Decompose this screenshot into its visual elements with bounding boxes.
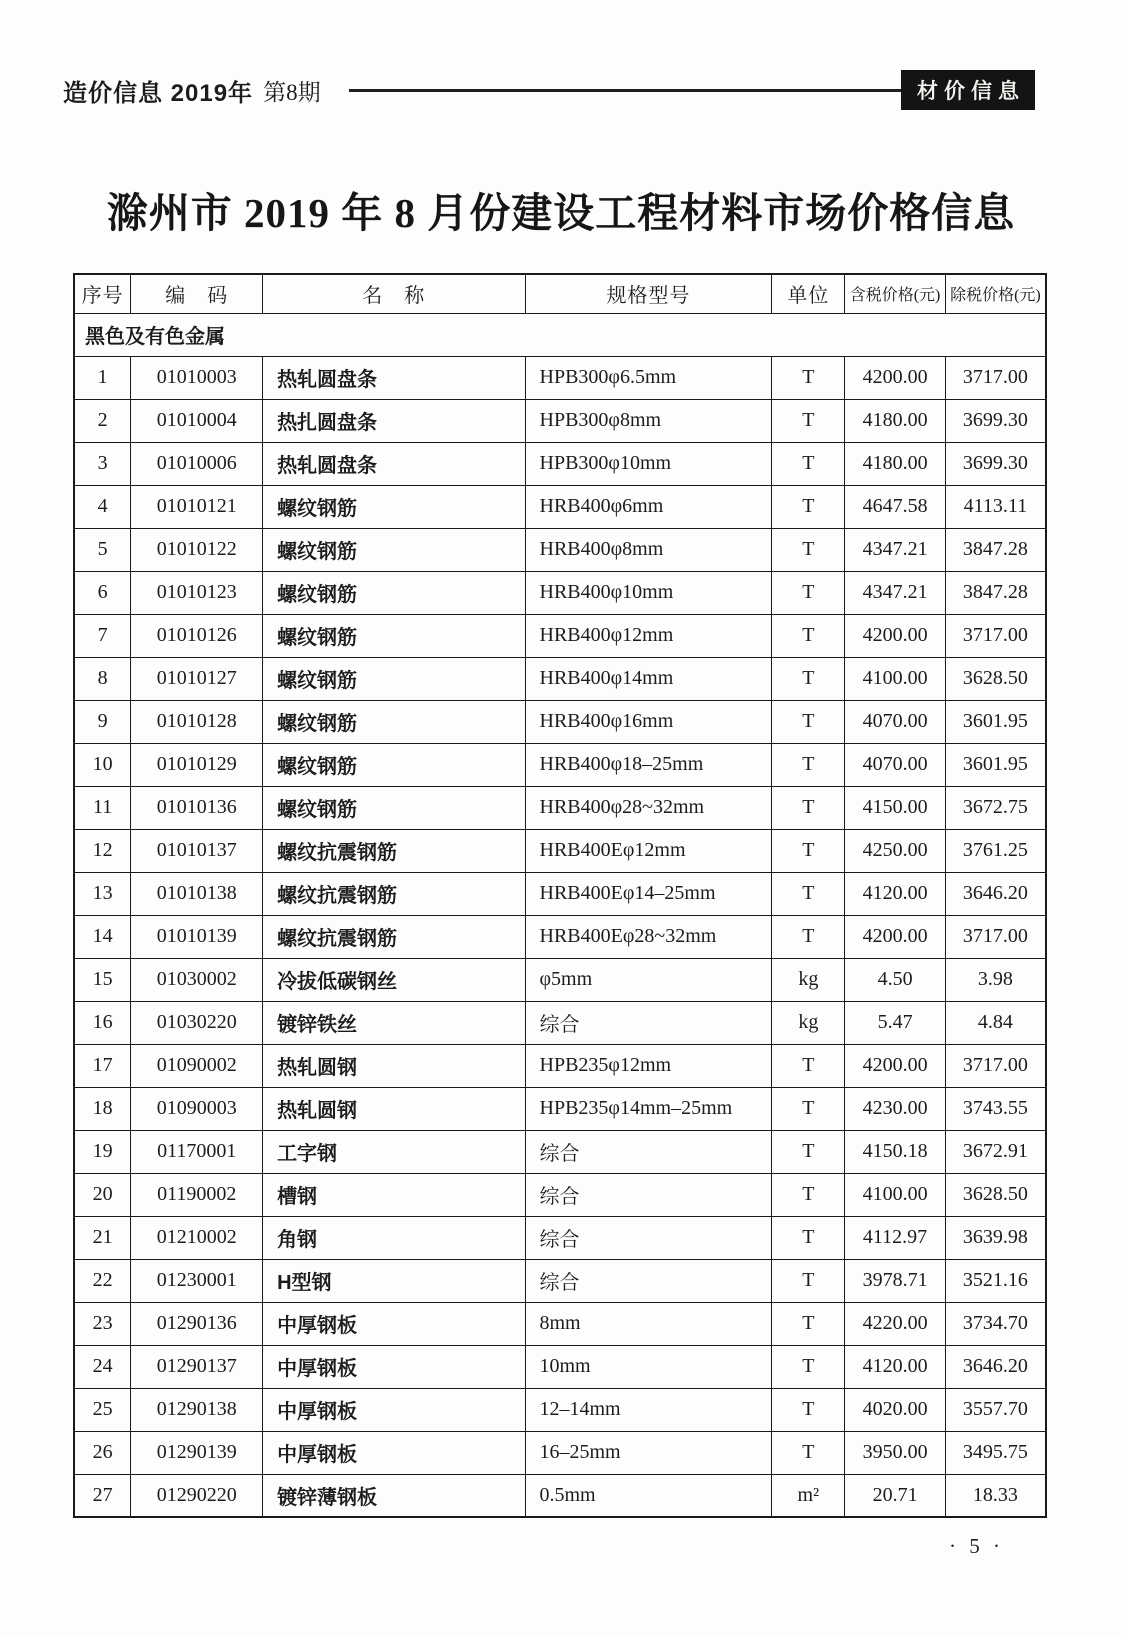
cell-unit: T [772, 1087, 845, 1130]
cell-name: H型钢 [263, 1259, 525, 1302]
cell-unit: T [772, 1044, 845, 1087]
cell-price_excl_tax: 4.84 [945, 1001, 1046, 1044]
cell-no: 9 [74, 700, 131, 743]
cell-price_excl_tax: 3557.70 [945, 1388, 1046, 1431]
table-row [74, 1087, 1046, 1130]
cell-price_excl_tax: 3699.30 [945, 442, 1046, 485]
cell-code: 01010128 [131, 700, 263, 743]
table-row [74, 1216, 1046, 1259]
cell-spec: 综合 [525, 1216, 772, 1259]
cell-spec: φ5mm [525, 958, 772, 1001]
table-header [74, 274, 1046, 313]
cell-spec: HRB400Eφ12mm [525, 829, 772, 872]
cell-name: 螺纹抗震钢筋 [263, 872, 525, 915]
cell-unit: T [772, 915, 845, 958]
cell-spec: HPB235φ14mm–25mm [525, 1087, 772, 1130]
cell-name: 热轧圆钢 [263, 1087, 525, 1130]
cell-name: 螺纹抗震钢筋 [263, 915, 525, 958]
cell-price_excl_tax: 3717.00 [945, 1044, 1046, 1087]
cell-name: 中厚钢板 [263, 1302, 525, 1345]
cell-price_incl_tax: 4347.21 [845, 528, 946, 571]
table-row [74, 872, 1046, 915]
cell-price_incl_tax: 4180.00 [845, 399, 946, 442]
table-header-row [74, 274, 1046, 313]
price-table-wrap [73, 273, 1047, 1518]
cell-name: 热轧圆盘条 [263, 356, 525, 399]
cell-price_excl_tax: 3601.95 [945, 700, 1046, 743]
column-header-spec: 规格型号 [525, 274, 772, 313]
cell-no: 26 [74, 1431, 131, 1474]
cell-no: 12 [74, 829, 131, 872]
table-row [74, 614, 1046, 657]
price-table [73, 273, 1047, 1518]
cell-code: 01290220 [131, 1474, 263, 1517]
cell-price_excl_tax: 3699.30 [945, 399, 1046, 442]
cell-spec: 10mm [525, 1345, 772, 1388]
page-title: 滁州市 2019 年 8 月份建设工程材料市场价格信息 [106, 190, 1016, 236]
cell-spec: HPB300φ10mm [525, 442, 772, 485]
cell-spec: 综合 [525, 1173, 772, 1216]
cell-unit: T [772, 442, 845, 485]
table-row [74, 657, 1046, 700]
cell-price_incl_tax: 4020.00 [845, 1388, 946, 1431]
cell-no: 3 [74, 442, 131, 485]
cell-price_incl_tax: 4180.00 [845, 442, 946, 485]
cell-no: 15 [74, 958, 131, 1001]
cell-no: 25 [74, 1388, 131, 1431]
cell-name: 中厚钢板 [263, 1431, 525, 1474]
table-row [74, 1130, 1046, 1173]
cell-name: 镀锌铁丝 [263, 1001, 525, 1044]
cell-price_excl_tax: 18.33 [945, 1474, 1046, 1517]
cell-no: 14 [74, 915, 131, 958]
table-row [74, 1259, 1046, 1302]
section-label: 黑色及有色金属 [74, 313, 1046, 356]
cell-spec: 8mm [525, 1302, 772, 1345]
cell-name: 螺纹钢筋 [263, 571, 525, 614]
cell-unit: T [772, 1388, 845, 1431]
section-row [74, 313, 1046, 356]
table-row [74, 958, 1046, 1001]
cell-unit: T [772, 872, 845, 915]
cell-price_incl_tax: 4200.00 [845, 356, 946, 399]
cell-price_incl_tax: 4200.00 [845, 614, 946, 657]
cell-unit: kg [772, 958, 845, 1001]
cell-price_excl_tax: 3847.28 [945, 571, 1046, 614]
cell-spec: 12–14mm [525, 1388, 772, 1431]
table-row [74, 571, 1046, 614]
table-row [74, 1044, 1046, 1087]
cell-price_excl_tax: 3761.25 [945, 829, 1046, 872]
table-row [74, 485, 1046, 528]
cell-name: 热扎圆盘条 [263, 399, 525, 442]
cell-spec: HRB400φ28~32mm [525, 786, 772, 829]
cell-price_incl_tax: 4112.97 [845, 1216, 946, 1259]
cell-code: 01290138 [131, 1388, 263, 1431]
cell-spec: HRB400φ10mm [525, 571, 772, 614]
cell-unit: T [772, 786, 845, 829]
cell-price_excl_tax: 3639.98 [945, 1216, 1046, 1259]
cell-unit: m² [772, 1474, 845, 1517]
table-row [74, 1474, 1046, 1517]
cell-spec: HRB400φ18–25mm [525, 743, 772, 786]
cell-code: 01010004 [131, 399, 263, 442]
cell-no: 19 [74, 1130, 131, 1173]
cell-price_incl_tax: 3978.71 [845, 1259, 946, 1302]
cell-name: 螺纹抗震钢筋 [263, 829, 525, 872]
cell-price_excl_tax: 3717.00 [945, 614, 1046, 657]
cell-price_incl_tax: 4150.00 [845, 786, 946, 829]
cell-price_excl_tax: 3717.00 [945, 915, 1046, 958]
cell-name: 中厚钢板 [263, 1345, 525, 1388]
cell-no: 2 [74, 399, 131, 442]
table-row [74, 915, 1046, 958]
column-header-name: 名 称 [263, 274, 525, 313]
cell-code: 01030002 [131, 958, 263, 1001]
cell-spec: 综合 [525, 1130, 772, 1173]
page-number: · 5 · [949, 1534, 1004, 1558]
column-header-no: 序号 [74, 274, 131, 313]
cell-no: 13 [74, 872, 131, 915]
cell-price_incl_tax: 3950.00 [845, 1431, 946, 1474]
cell-name: 螺纹钢筋 [263, 528, 525, 571]
table-row [74, 1173, 1046, 1216]
cell-price_incl_tax: 4220.00 [845, 1302, 946, 1345]
cell-name: 工字钢 [263, 1130, 525, 1173]
cell-price_excl_tax: 3672.91 [945, 1130, 1046, 1173]
cell-code: 01010006 [131, 442, 263, 485]
table-row [74, 1001, 1046, 1044]
cell-unit: T [772, 1302, 845, 1345]
cell-code: 01010137 [131, 829, 263, 872]
cell-price_incl_tax: 4250.00 [845, 829, 946, 872]
cell-code: 01230001 [131, 1259, 263, 1302]
table-row [74, 1345, 1046, 1388]
cell-name: 冷拔低碳钢丝 [263, 958, 525, 1001]
table-row [74, 829, 1046, 872]
cell-price_incl_tax: 4150.18 [845, 1130, 946, 1173]
table-row [74, 442, 1046, 485]
cell-no: 20 [74, 1173, 131, 1216]
cell-price_excl_tax: 3743.55 [945, 1087, 1046, 1130]
cell-name: 螺纹钢筋 [263, 700, 525, 743]
cell-name: 螺纹钢筋 [263, 657, 525, 700]
cell-unit: T [772, 356, 845, 399]
cell-price_excl_tax: 3495.75 [945, 1431, 1046, 1474]
cell-spec: HRB400Eφ14–25mm [525, 872, 772, 915]
cell-code: 01010127 [131, 657, 263, 700]
cell-spec: HRB400φ16mm [525, 700, 772, 743]
cell-price_excl_tax: 3672.75 [945, 786, 1046, 829]
cell-unit: T [772, 1431, 845, 1474]
cell-code: 01290137 [131, 1345, 263, 1388]
cell-unit: T [772, 399, 845, 442]
cell-name: 螺纹钢筋 [263, 614, 525, 657]
running-head [63, 70, 1035, 110]
cell-unit: T [772, 743, 845, 786]
cell-price_incl_tax: 4120.00 [845, 872, 946, 915]
cell-code: 01010122 [131, 528, 263, 571]
cell-unit: T [772, 657, 845, 700]
cell-name: 镀锌薄钢板 [263, 1474, 525, 1517]
cell-price_excl_tax: 3628.50 [945, 1173, 1046, 1216]
cell-price_excl_tax: 3847.28 [945, 528, 1046, 571]
cell-code: 01090003 [131, 1087, 263, 1130]
cell-code: 01010129 [131, 743, 263, 786]
cell-no: 6 [74, 571, 131, 614]
table-row [74, 356, 1046, 399]
cell-price_excl_tax: 3521.16 [945, 1259, 1046, 1302]
cell-name: 槽钢 [263, 1173, 525, 1216]
cell-code: 01030220 [131, 1001, 263, 1044]
cell-price_excl_tax: 3646.20 [945, 1345, 1046, 1388]
cell-unit: T [772, 1173, 845, 1216]
cell-price_excl_tax: 3734.70 [945, 1302, 1046, 1345]
cell-code: 01010003 [131, 356, 263, 399]
cell-no: 1 [74, 356, 131, 399]
cell-name: 螺纹钢筋 [263, 743, 525, 786]
cell-no: 24 [74, 1345, 131, 1388]
table-row [74, 1431, 1046, 1474]
cell-unit: T [772, 700, 845, 743]
cell-price_incl_tax: 4120.00 [845, 1345, 946, 1388]
cell-name: 热轧圆钢 [263, 1044, 525, 1087]
cell-price_incl_tax: 4070.00 [845, 700, 946, 743]
cell-price_excl_tax: 4113.11 [945, 485, 1046, 528]
cell-price_incl_tax: 5.47 [845, 1001, 946, 1044]
cell-spec: HRB400φ6mm [525, 485, 772, 528]
table-body [74, 356, 1046, 1517]
table-row [74, 1388, 1046, 1431]
cell-code: 01010136 [131, 786, 263, 829]
cell-code: 01010139 [131, 915, 263, 958]
cell-code: 01210002 [131, 1216, 263, 1259]
cell-unit: T [772, 829, 845, 872]
header-rule [349, 89, 901, 92]
cell-price_incl_tax: 4.50 [845, 958, 946, 1001]
section-badge: 材价信息 [901, 70, 1035, 110]
cell-code: 01010138 [131, 872, 263, 915]
cell-price_excl_tax: 3646.20 [945, 872, 1046, 915]
cell-spec: 综合 [525, 1259, 772, 1302]
cell-name: 中厚钢板 [263, 1388, 525, 1431]
column-header-price-excl-tax: 除税价格(元) [945, 274, 1046, 313]
cell-price_incl_tax: 4100.00 [845, 657, 946, 700]
cell-code: 01190002 [131, 1173, 263, 1216]
cell-no: 23 [74, 1302, 131, 1345]
cell-no: 16 [74, 1001, 131, 1044]
cell-no: 10 [74, 743, 131, 786]
cell-price_incl_tax: 4200.00 [845, 915, 946, 958]
cell-price_incl_tax: 4347.21 [845, 571, 946, 614]
column-header-unit: 单位 [772, 274, 845, 313]
cell-price_excl_tax: 3.98 [945, 958, 1046, 1001]
table-row [74, 528, 1046, 571]
issue-number: 第8期 [263, 79, 321, 105]
table-row [74, 786, 1046, 829]
cell-no: 17 [74, 1044, 131, 1087]
cell-spec: HRB400φ14mm [525, 657, 772, 700]
cell-no: 4 [74, 485, 131, 528]
cell-spec: 综合 [525, 1001, 772, 1044]
cell-spec: HPB300φ6.5mm [525, 356, 772, 399]
cell-price_incl_tax: 4647.58 [845, 485, 946, 528]
cell-price_incl_tax: 20.71 [845, 1474, 946, 1517]
cell-unit: T [772, 1216, 845, 1259]
cell-price_incl_tax: 4200.00 [845, 1044, 946, 1087]
table-row [74, 743, 1046, 786]
cell-no: 22 [74, 1259, 131, 1302]
cell-price_excl_tax: 3628.50 [945, 657, 1046, 700]
cell-spec: 16–25mm [525, 1431, 772, 1474]
cell-spec: HRB400φ8mm [525, 528, 772, 571]
cell-no: 18 [74, 1087, 131, 1130]
cell-unit: T [772, 485, 845, 528]
cell-spec: HPB235φ12mm [525, 1044, 772, 1087]
cell-unit: T [772, 614, 845, 657]
cell-spec: HRB400Eφ28~32mm [525, 915, 772, 958]
cell-spec: HRB400φ12mm [525, 614, 772, 657]
cell-unit: T [772, 1130, 845, 1173]
cell-no: 7 [74, 614, 131, 657]
cell-price_excl_tax: 3601.95 [945, 743, 1046, 786]
table-row [74, 399, 1046, 442]
table-row [74, 700, 1046, 743]
cell-code: 01010123 [131, 571, 263, 614]
cell-unit: T [772, 1345, 845, 1388]
cell-code: 01010121 [131, 485, 263, 528]
journal-title: 造价信息 2019年 [63, 79, 254, 107]
cell-code: 01010126 [131, 614, 263, 657]
cell-name: 热轧圆盘条 [263, 442, 525, 485]
cell-price_incl_tax: 4070.00 [845, 743, 946, 786]
table-row [74, 1302, 1046, 1345]
cell-name: 螺纹钢筋 [263, 786, 525, 829]
column-header-code: 编 码 [131, 274, 263, 313]
cell-spec: HPB300φ8mm [525, 399, 772, 442]
cell-code: 01170001 [131, 1130, 263, 1173]
cell-unit: T [772, 571, 845, 614]
cell-price_incl_tax: 4100.00 [845, 1173, 946, 1216]
cell-price_incl_tax: 4230.00 [845, 1087, 946, 1130]
cell-no: 21 [74, 1216, 131, 1259]
cell-code: 01090002 [131, 1044, 263, 1087]
cell-unit: kg [772, 1001, 845, 1044]
cell-no: 5 [74, 528, 131, 571]
cell-name: 螺纹钢筋 [263, 485, 525, 528]
cell-code: 01290136 [131, 1302, 263, 1345]
cell-no: 27 [74, 1474, 131, 1517]
cell-unit: T [772, 528, 845, 571]
column-header-price-incl-tax: 含税价格(元) [845, 274, 946, 313]
cell-price_excl_tax: 3717.00 [945, 356, 1046, 399]
cell-no: 11 [74, 786, 131, 829]
cell-spec: 0.5mm [525, 1474, 772, 1517]
cell-no: 8 [74, 657, 131, 700]
cell-code: 01290139 [131, 1431, 263, 1474]
cell-name: 角钢 [263, 1216, 525, 1259]
cell-unit: T [772, 1259, 845, 1302]
